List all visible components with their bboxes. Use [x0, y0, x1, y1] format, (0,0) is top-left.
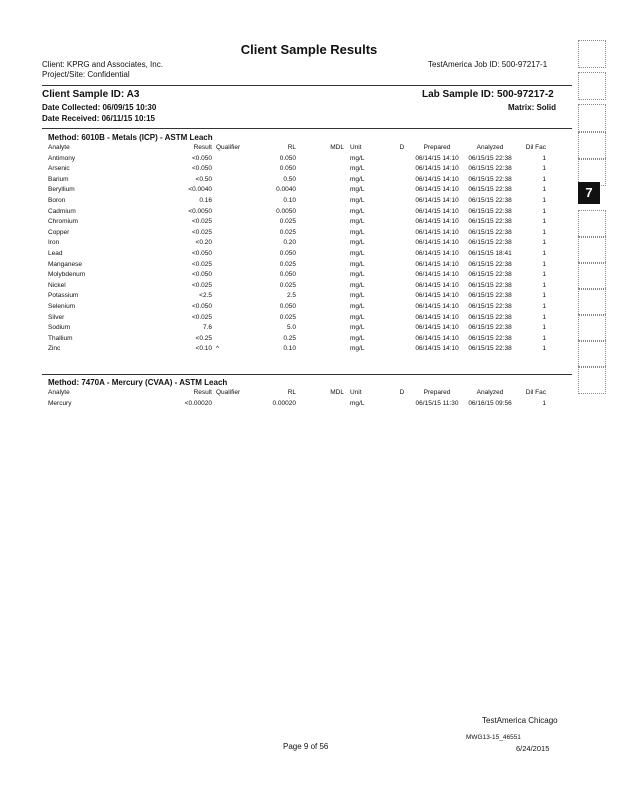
cell-analyzed: 06/15/15 22:38 [468, 345, 512, 353]
cell-unit: mg/L [350, 239, 365, 247]
cell-mdl [296, 249, 344, 260]
col-qualifier: Qualifier [216, 389, 241, 396]
client-name: Client: KPRG and Associates, Inc. [42, 60, 163, 69]
cell-dil-fac: 1 [542, 249, 546, 257]
cell-analyte: Beryllium [48, 186, 75, 194]
cell-qualifier [212, 154, 250, 165]
side-tab-marker [578, 314, 606, 342]
cell-unit: mg/L [350, 313, 365, 321]
cell-unit: mg/L [350, 292, 365, 300]
cell-mdl [296, 196, 344, 207]
cell-analyte: Silver [48, 313, 65, 321]
cell-d [392, 196, 412, 207]
cell-d [392, 270, 412, 281]
cell-analyzed: 06/15/15 22:38 [468, 313, 512, 321]
col-d: D [399, 389, 405, 396]
cell-mdl [296, 217, 344, 228]
cell-d [392, 185, 412, 196]
side-tab-marker [578, 262, 606, 290]
cell-mdl [296, 185, 344, 196]
side-tab-marker [578, 72, 606, 100]
cell-rl: 0.0050 [276, 207, 296, 215]
cell-qualifier [212, 302, 250, 313]
cell-d [392, 281, 412, 292]
cell-rl: 0.050 [279, 154, 296, 162]
cell-qualifier [212, 270, 250, 281]
cell-unit: mg/L [350, 334, 365, 342]
side-tab-marker [578, 340, 606, 368]
cell-dil-fac: 1 [542, 239, 546, 247]
cell-qualifier [212, 313, 250, 324]
cell-mdl [296, 399, 344, 410]
cell-prepared: 06/14/15 14:10 [415, 313, 459, 321]
side-tab-marker [578, 236, 606, 264]
cell-d [392, 175, 412, 186]
page-number: Page 9 of 56 [283, 742, 329, 751]
cell-prepared: 06/14/15 14:10 [415, 334, 459, 342]
cell-qualifier [212, 238, 250, 249]
cell-d [392, 217, 412, 228]
cell-prepared: 06/14/15 14:10 [415, 165, 459, 173]
cell-mdl [296, 260, 344, 271]
cell-d [392, 399, 412, 410]
cell-rl: 0.0040 [276, 186, 296, 194]
cell-analyte: Thallium [48, 334, 73, 342]
cell-analyzed: 06/15/15 22:38 [468, 239, 512, 247]
cell-prepared: 06/14/15 14:10 [415, 228, 459, 236]
cell-unit: mg/L [350, 271, 365, 279]
cell-result: <0.025 [191, 260, 212, 268]
cell-prepared: 06/14/15 14:10 [415, 218, 459, 226]
lab-sample-id: Lab Sample ID: 500-97217-2 [422, 89, 554, 100]
table-row [48, 291, 546, 302]
side-tab-marker [578, 366, 606, 394]
cell-prepared: 06/14/15 14:10 [415, 345, 459, 353]
col-result: Result [193, 389, 212, 396]
cell-prepared: 06/14/15 14:10 [415, 196, 459, 204]
cell-analyte: Cadmium [48, 207, 76, 215]
col-mdl: MDL [330, 389, 344, 396]
cell-dil-fac: 1 [542, 260, 546, 268]
cell-analyte: Manganese [48, 260, 82, 268]
cell-qualifier [212, 323, 250, 334]
cell-result: <0.50 [195, 175, 212, 183]
cell-rl: 0.050 [279, 271, 296, 279]
cell-unit: mg/L [350, 165, 365, 173]
cell-rl: 5.0 [286, 324, 296, 332]
job-id: TestAmerica Job ID: 500-97217-1 [428, 60, 548, 69]
cell-result: <0.050 [191, 271, 212, 279]
col-analyzed: Analyzed [476, 389, 504, 396]
col-qualifier: Qualifier [216, 144, 241, 151]
cell-mdl [296, 228, 344, 239]
cell-qualifier: ^ [216, 345, 220, 353]
cell-qualifier [212, 249, 250, 260]
section-tab-number: 7 [578, 182, 600, 204]
cell-qualifier [212, 228, 250, 239]
cell-prepared: 06/14/15 14:10 [415, 239, 459, 247]
cell-rl: 0.00020 [272, 399, 296, 407]
cell-prepared: 06/14/15 14:10 [415, 281, 459, 289]
cell-analyzed: 06/15/15 22:38 [468, 334, 512, 342]
cell-d [392, 291, 412, 302]
cell-rl: 0.025 [279, 228, 296, 236]
cell-result: <0.050 [191, 302, 212, 310]
table-row [48, 399, 546, 410]
col-analyte: Analyte [48, 389, 70, 396]
cell-unit: mg/L [350, 345, 365, 353]
cell-dil-fac: 1 [542, 313, 546, 321]
cell-prepared: 06/14/15 14:10 [415, 186, 459, 194]
table-row [48, 238, 546, 249]
cell-d [392, 207, 412, 218]
cell-qualifier [212, 185, 250, 196]
col-unit: Unit [350, 389, 362, 396]
cell-d [392, 249, 412, 260]
cell-analyzed: 06/15/15 22:38 [468, 292, 512, 300]
cell-analyte: Barium [48, 175, 69, 183]
project-site: Project/Site: Confidential [42, 70, 130, 79]
cell-result: <0.025 [191, 228, 212, 236]
mercury-results-table [48, 388, 546, 409]
cell-qualifier [212, 291, 250, 302]
table-row [48, 207, 546, 218]
side-tab-marker [578, 40, 606, 68]
cell-analyzed: 06/15/15 22:38 [468, 271, 512, 279]
cell-analyzed: 06/15/15 22:38 [468, 302, 512, 310]
cell-result: 7.6 [202, 324, 212, 332]
cell-rl: 0.025 [279, 313, 296, 321]
cell-result: <0.0040 [188, 186, 212, 194]
cell-dil-fac: 1 [542, 302, 546, 310]
cell-result: <0.050 [191, 154, 212, 162]
cell-qualifier [212, 217, 250, 228]
side-tab-marker [578, 210, 606, 238]
table-row [48, 228, 546, 239]
cell-analyte: Mercury [48, 399, 72, 407]
cell-mdl [296, 291, 344, 302]
cell-unit: mg/L [350, 207, 365, 215]
header-rule [42, 85, 572, 86]
cell-dil-fac: 1 [542, 196, 546, 204]
cell-qualifier [212, 399, 250, 410]
col-rl: RL [287, 144, 296, 151]
cell-prepared: 06/14/15 14:10 [415, 271, 459, 279]
cell-analyzed: 06/15/15 22:38 [468, 165, 512, 173]
cell-unit: mg/L [350, 196, 365, 204]
cell-analyzed: 06/15/15 22:38 [468, 154, 512, 162]
col-dil-fac: Dil Fac [525, 389, 546, 396]
cell-result: 0.16 [199, 196, 212, 204]
cell-dil-fac: 1 [542, 175, 546, 183]
table-row [48, 323, 546, 334]
cell-rl: 0.10 [283, 196, 296, 204]
cell-dil-fac: 1 [542, 345, 546, 353]
client-sample-id: Client Sample ID: A3 [42, 89, 140, 100]
cell-d [392, 260, 412, 271]
cell-unit: mg/L [350, 260, 365, 268]
cell-analyte: Selenium [48, 302, 76, 310]
cell-rl: 0.025 [279, 281, 296, 289]
cell-analyzed: 06/15/15 22:38 [468, 175, 512, 183]
cell-rl: 0.050 [279, 249, 296, 257]
cell-unit: mg/L [350, 175, 365, 183]
cell-dil-fac: 1 [542, 271, 546, 279]
table-row [48, 164, 546, 175]
cell-mdl [296, 164, 344, 175]
cell-mdl [296, 270, 344, 281]
cell-dil-fac: 1 [542, 218, 546, 226]
side-tab-marker [578, 104, 606, 132]
cell-result: <0.025 [191, 218, 212, 226]
cell-analyzed: 06/15/15 22:38 [468, 281, 512, 289]
cell-prepared: 06/14/15 14:10 [415, 260, 459, 268]
cell-unit: mg/L [350, 249, 365, 257]
method-6010b-title: Method: 6010B - Metals (ICP) - ASTM Leach [48, 133, 213, 142]
cell-rl: 0.50 [283, 175, 296, 183]
cell-analyzed: 06/15/15 22:38 [468, 196, 512, 204]
table-row [48, 344, 546, 355]
cell-prepared: 06/14/15 14:10 [415, 175, 459, 183]
table-row [48, 154, 546, 165]
date-collected: Date Collected: 06/09/15 10:30 [42, 103, 157, 112]
cell-prepared: 06/14/15 14:10 [415, 154, 459, 162]
col-prepared: Prepared [423, 389, 451, 396]
cell-mdl [296, 344, 344, 355]
cell-rl: 0.050 [279, 302, 296, 310]
cell-prepared: 06/14/15 14:10 [415, 207, 459, 215]
col-result: Result [193, 144, 212, 151]
cell-analyzed: 06/15/15 18:41 [468, 249, 512, 257]
cell-analyte: Molybdenum [48, 271, 86, 279]
cell-d [392, 228, 412, 239]
cell-analyzed: 06/15/15 22:38 [468, 207, 512, 215]
cell-analyte: Boron [48, 196, 66, 204]
cell-dil-fac: 1 [542, 207, 546, 215]
col-analyzed: Analyzed [476, 144, 504, 151]
cell-unit: mg/L [350, 154, 365, 162]
table-row [48, 196, 546, 207]
cell-analyzed: 06/15/15 22:38 [468, 186, 512, 194]
cell-analyte: Nickel [48, 281, 66, 289]
table-row [48, 313, 546, 324]
table-row [48, 249, 546, 260]
table-header-row [48, 143, 546, 154]
cell-d [392, 238, 412, 249]
cell-dil-fac: 1 [542, 165, 546, 173]
cell-analyte: Lead [48, 249, 63, 257]
side-tab-marker [578, 288, 606, 316]
cell-analyte: Zinc [48, 345, 61, 353]
table-row [48, 334, 546, 345]
cell-rl: 0.20 [283, 239, 296, 247]
col-mdl: MDL [330, 144, 344, 151]
cell-analyzed: 06/15/15 22:38 [468, 260, 512, 268]
cell-mdl [296, 323, 344, 334]
cell-rl: 2.5 [286, 292, 296, 300]
table-row [48, 270, 546, 281]
table-row [48, 175, 546, 186]
document-code: MWG13-15_46551 [466, 734, 521, 741]
col-rl: RL [287, 389, 296, 396]
cell-unit: mg/L [350, 302, 365, 310]
cell-rl: 0.10 [283, 345, 296, 353]
cell-analyzed: 06/15/15 22:38 [468, 218, 512, 226]
cell-analyzed: 06/15/15 22:38 [468, 228, 512, 236]
cell-dil-fac: 1 [542, 292, 546, 300]
cell-dil-fac: 1 [542, 281, 546, 289]
table-row [48, 302, 546, 313]
cell-qualifier [212, 207, 250, 218]
side-tab-marker [578, 132, 606, 160]
col-analyte: Analyte [48, 144, 70, 151]
cell-rl: 0.025 [279, 260, 296, 268]
cell-result: <2.5 [199, 292, 212, 300]
table-row [48, 260, 546, 271]
cell-analyte: Antimony [48, 154, 76, 162]
cell-result: <0.050 [191, 249, 212, 257]
cell-mdl [296, 313, 344, 324]
cell-unit: mg/L [350, 186, 365, 194]
cell-qualifier [212, 281, 250, 292]
cell-d [392, 323, 412, 334]
method-7470a-title: Method: 7470A - Mercury (CVAA) - ASTM Leach [48, 378, 228, 387]
cell-d [392, 302, 412, 313]
cell-mdl [296, 175, 344, 186]
col-d: D [399, 144, 405, 151]
cell-analyte: Potassium [48, 292, 79, 300]
section-rule-2 [42, 374, 572, 375]
cell-unit: mg/L [350, 228, 365, 236]
cell-analyzed: 06/16/15 09:56 [468, 399, 512, 407]
cell-dil-fac: 1 [542, 399, 546, 407]
cell-result: <0.20 [195, 239, 212, 247]
cell-result: <0.050 [191, 165, 212, 173]
table-header-row [48, 388, 546, 399]
cell-result: <0.00020 [184, 399, 212, 407]
cell-result: <0.25 [195, 334, 212, 342]
cell-d [392, 344, 412, 355]
cell-prepared: 06/14/15 14:10 [415, 324, 459, 332]
col-dil-fac: Dil Fac [525, 144, 546, 151]
section-rule-1 [42, 128, 572, 129]
col-unit: Unit [350, 144, 362, 151]
cell-prepared: 06/15/15 11:30 [415, 399, 459, 407]
cell-unit: mg/L [350, 324, 365, 332]
cell-unit: mg/L [350, 281, 365, 289]
date-received: Date Received: 06/11/15 10:15 [42, 114, 155, 123]
page-title: Client Sample Results [240, 42, 378, 57]
cell-d [392, 154, 412, 165]
cell-dil-fac: 1 [542, 154, 546, 162]
cell-d [392, 313, 412, 324]
cell-unit: mg/L [350, 399, 365, 407]
cell-d [392, 334, 412, 345]
cell-rl: 0.25 [283, 334, 296, 342]
cell-prepared: 06/14/15 14:10 [415, 302, 459, 310]
cell-analyte: Iron [48, 239, 60, 247]
cell-result: <0.10 [195, 345, 212, 353]
report-date: 6/24/2015 [516, 744, 550, 753]
cell-result: <0.025 [191, 281, 212, 289]
cell-mdl [296, 207, 344, 218]
cell-analyte: Sodium [48, 324, 71, 332]
cell-dil-fac: 1 [542, 228, 546, 236]
cell-mdl [296, 281, 344, 292]
table-row [48, 217, 546, 228]
cell-qualifier [212, 196, 250, 207]
col-prepared: Prepared [423, 144, 451, 151]
cell-prepared: 06/14/15 14:10 [415, 292, 459, 300]
cell-dil-fac: 1 [542, 324, 546, 332]
cell-prepared: 06/14/15 14:10 [415, 249, 459, 257]
table-row [48, 281, 546, 292]
cell-rl: 0.050 [279, 165, 296, 173]
cell-dil-fac: 1 [542, 334, 546, 342]
cell-rl: 0.025 [279, 218, 296, 226]
cell-qualifier [212, 164, 250, 175]
cell-qualifier [212, 175, 250, 186]
cell-mdl [296, 238, 344, 249]
cell-dil-fac: 1 [542, 186, 546, 194]
cell-analyte: Chromium [48, 218, 78, 226]
cell-analyte: Arsenic [48, 165, 70, 173]
cell-analyzed: 06/15/15 22:38 [468, 324, 512, 332]
matrix: Matrix: Solid [508, 103, 557, 112]
cell-mdl [296, 334, 344, 345]
cell-unit: mg/L [350, 218, 365, 226]
cell-qualifier [212, 260, 250, 271]
cell-result: <0.0050 [188, 207, 212, 215]
cell-qualifier [212, 334, 250, 345]
cell-d [392, 164, 412, 175]
cell-mdl [296, 154, 344, 165]
cell-mdl [296, 302, 344, 313]
footer-lab-name: TestAmerica Chicago [482, 716, 558, 725]
metals-results-table [48, 143, 546, 355]
cell-analyte: Copper [48, 228, 70, 236]
table-row [48, 185, 546, 196]
cell-result: <0.025 [191, 313, 212, 321]
